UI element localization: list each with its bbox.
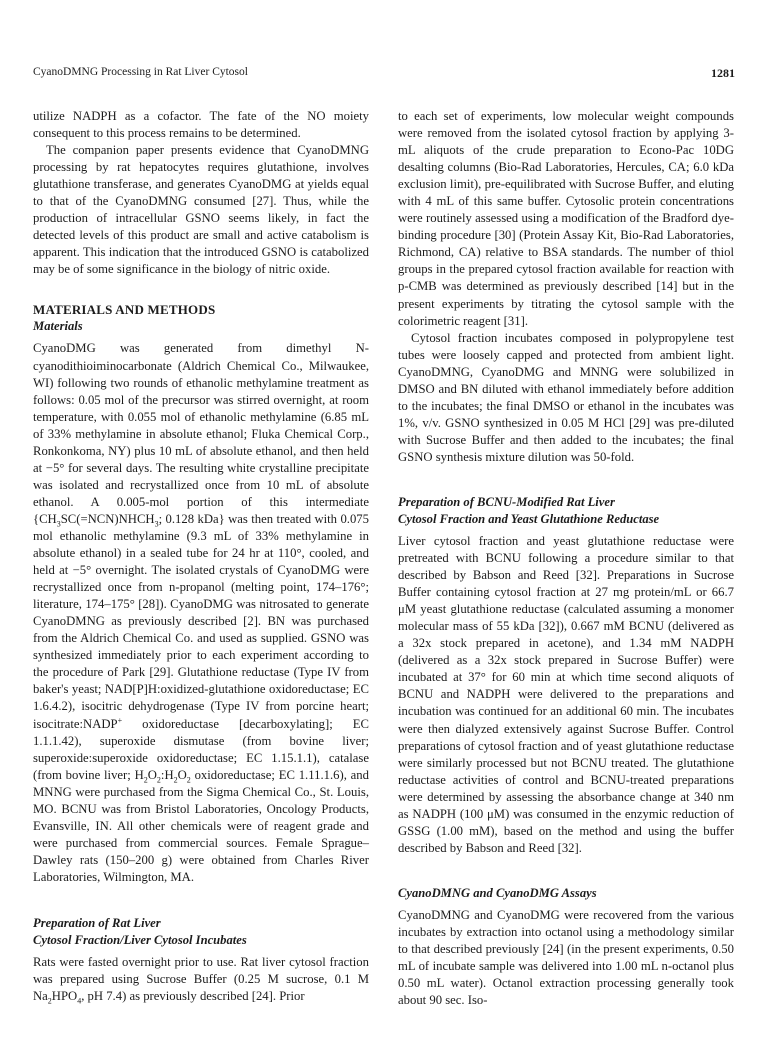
subscript: 3 <box>154 519 159 529</box>
subscript: 3 <box>56 519 61 529</box>
materials-paragraph <box>33 340 369 886</box>
superscript: + <box>117 715 123 725</box>
intro-paragraph: utilize NADPH as a cofactor. The fate of the NO moiety consequent to this process remains to be determined. <box>33 109 369 141</box>
page-number: 1281 <box>711 66 735 80</box>
prep-text-1: Rats were fasted overnight prior to use. Rat liver cytosol fraction was prepared using Sucrose Buffer (0.25 M sucrose, 0.1 M Na <box>33 954 369 1004</box>
materials-text-4: oxidoreductase; EC 1.11.1.6), and MNNG were purchased from the Sigma Chemical Co., St. Louis, MO. BCNU was from Bristol Laboratories, Oncology Products, Evansville, IN. All other chemicals were of reagent grade and were purchased from commercial sources. Female Sprague–Dawley rats (150–200 g) were obtained from Charles River Laboratories, Wilmington, MA. <box>33 767 369 884</box>
subheading-assays-text: CyanoDMNG and CyanoDMG Assays <box>398 885 597 900</box>
right-column <box>398 108 734 1009</box>
left-column <box>33 108 369 1005</box>
subscript: 2 <box>143 775 148 785</box>
formula-text: :H <box>160 767 174 782</box>
subheading-line: Preparation of BCNU-Modified Rat Liver <box>398 494 615 509</box>
companion-paper-paragraph: The companion paper presents evidence that CyanoDMNG processing by rat hepatocytes requires glutathione, involves glutathione transferase, and generates CyanoDMG at yields equal to that of the CyanoDMNG consumed [27]. Thus, while the production of intracellular GSNO seems likely, in fact the detected levels of this product are small and active catabolism is apparent. This indication that the introduced GSNO is catabolized may be of some significance in the biology of nitric oxide. <box>33 143 369 277</box>
bcnu-text-1: Liver cytosol fraction and yeast glutathione reductase were pretreated with BCNU following a procedure similar to that described by Babson and Reed [32]. Preparations in Sucrose Buffer containing cytosol fraction at 27 mg protein/mL or 66.7 <box>398 533 734 600</box>
prep-paragraph <box>33 954 369 1005</box>
subheading-line: Cytosol Fraction/Liver Cytosol Incubates <box>33 932 247 947</box>
subheading-assays <box>398 885 734 902</box>
bcnu-text-2: M yeast glutathione reductase (calculated assuming a monomer molecular mass of 55 kDa [32]), 0.667 mM BCNU (delivered as a 32x stock prepared in acetone), and 1.34 mM NADPH (delivered as a 32x stock prepared in Sucrose Buffer) were incubated at 37° for 60 min at which time second aliquots of BCNU and NADPH were delivered to the preparations and incubation was continued for an additional 60 min. The incubates were then dialyzed extensively against Sucrose Buffer. Control preparations of cytosol fraction and of yeast glutathione reductase were similarly processed but not BCNU treated. The glutathione reductase activities of control and BCNU-treated preparations were determined by assessing the absorbance change at 340 nm as NADPH (100 <box>398 602 734 821</box>
subscript: 2 <box>173 775 178 785</box>
section-heading-methods: MATERIALS AND METHODS <box>33 302 216 318</box>
subheading-materials-text: Materials <box>33 319 83 334</box>
bcnu-text-3: M) was consumed in the enzymic reduction of GSSG (1.00 mM), based on the method and using the buffer described by Babson and Reed [32]. <box>398 806 734 855</box>
subheading-line: Preparation of Rat Liver <box>33 915 161 930</box>
formula-text: O <box>147 767 157 782</box>
prep-text-2: , pH 7.4) as previously described [24]. Prior <box>81 989 305 1004</box>
mu-symbol: μ <box>398 602 405 617</box>
running-header <box>33 66 735 82</box>
continued-paragraph: to each set of experiments, low molecular weight compounds were removed from the isolated cytosol fraction by applying 3-mL aliquots of the crude preparation to Econo-Pac 10DG desalting columns (Bio-Rad Laboratories, Hercules, CA; 6.0 kDa exclusion limit), pre-equilibrated with Sucrose Buffer, and eluting with 4 mL of this same buffer. Cytosolic protein concentrations were routinely assessed using a modification of the Bradford dye-binding procedure [30] (Protein Assay Kit, Bio-Rad Laboratories, Richmond, CA) relative to BSA standards. The number of thiol groups in the prepared cytosol fraction available for reaction with p-CMB was determined as previously described [14] but in the present experiments by titrating the cytosol sample with the colorimetric reagent [31]. <box>398 109 734 328</box>
assays-paragraph: CyanoDMNG and CyanoDMG were recovered from the various incubates by extraction into octanol using a methodology similar to that described previously [24] (in the present experiments, 0.50 mL of incubate sample was delivered into 1.00 mL n-octanol plus 0.50 mL water). Octanol extraction processing generally took about 90 sec. Iso- <box>398 907 734 1008</box>
materials-text-1: CyanoDMG was generated from dimethyl N-cyanodithioiminocarbonate (Aldrich Chemical Co., Milwaukee, WI) following two rounds of ethanolic methylamine treatment as follows: 0.05 mol of the precursor was stirred overnight, at room temperature, with 0.055 mol of ethanolic methylamine (6.85 mL of 33% methylamine in absolute ethanol; Fluka Chemical Corp., Ronkonkoma, NY) plus 10 mL of absolute ethanol, and then held at −5° for several days. The resulting white crystalline precipitate was isolated and recrystallized once from 10 mL of absolute ethanol. A 0.005-mol portion of this intermediate {CH <box>33 341 369 526</box>
subscript: 2 <box>47 996 52 1006</box>
subheading-bcnu-prep <box>398 494 734 528</box>
formula-text: SC(=NCN)NHCH <box>60 511 155 526</box>
subscript: 2 <box>156 775 161 785</box>
formula-text: O <box>177 767 187 782</box>
subheading-materials <box>33 318 369 335</box>
subscript: 2 <box>186 775 191 785</box>
materials-text-2: ; 0.128 kDa} was then treated with 0.075 mol ethanolic methylamine (9.3 mL of 33% methylamine in absolute ethanol) in a sealed tube for 24 hr at 110°, cooled, and held at −5° overnight. The isolated crystals of CyanoDMG were recrystallized once from n-propanol (melting point, 174–176°; literature, 174–175° [28]). CyanoDMG was nitrosated to generate CyanoDMNG as previously described [2]. BN was purchased from the Aldrich Chemical Co. and used as supplied. GSNO was synthesized immediately prior to each experiment according to the procedure of Park [29]. Glutathione reductase (Type IV from baker's yeast; NAD[P]H:oxidized-glutathione oxidoreductase; EC 1.6.4.2), isocitric dehydrogenase (Type IV from porcine heart; isocitrate:NADP <box>33 511 369 731</box>
running-title: CyanoDMNG Processing in Rat Liver Cytosol <box>33 66 248 78</box>
bcnu-paragraph <box>398 533 734 857</box>
incubates-paragraph: Cytosol fraction incubates composed in polypropylene test tubes were loosely capped and protected from ambient light. CyanoDMNG, CyanoDMG and MNNG were solubilized in DMSO and BN diluted with ethanol immediately before addition to the incubates; the final DMSO or ethanol in the incubates was 1%, v/v. GSNO synthesized in 0.05 M HCl [29] was pre-diluted with Sucrose Buffer and then added to the incubates; the final GSNO synthesis mixture dilution was 50-fold. <box>398 330 734 464</box>
materials-text-3: oxidoreductase [decarboxylating]; EC 1.1.1.42), superoxide dismutase (from bovine liver; superoxide:superoxide oxidoreductase; EC 1.15.1.1), catalase (from bovine liver; H <box>33 716 369 782</box>
subheading-rat-liver-prep <box>33 915 369 949</box>
subscript: 4 <box>77 996 82 1006</box>
subheading-line: Cytosol Fraction and Yeast Glutathione Reductase <box>398 511 660 526</box>
mu-symbol: μ <box>486 806 494 821</box>
formula-text: HPO <box>51 989 78 1004</box>
